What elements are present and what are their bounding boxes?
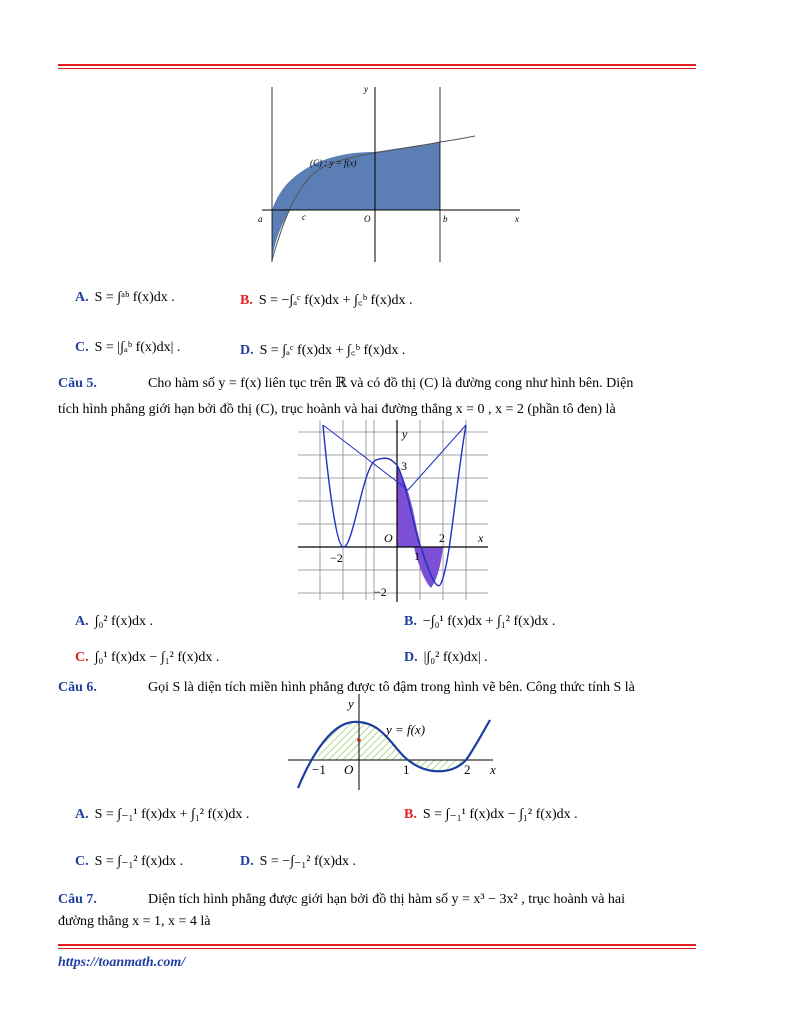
q6-origin-label: O	[344, 762, 354, 777]
header-rule-top	[58, 64, 696, 66]
q5-label: Câu 5.	[58, 376, 97, 391]
q6-x-label: x	[490, 762, 496, 777]
q4-graph	[250, 82, 535, 267]
q5-two-label: 2	[439, 531, 445, 545]
q7-label: Câu 7.	[58, 892, 97, 907]
q5-x-label: x	[478, 531, 484, 545]
q4-x-label: x	[515, 214, 519, 224]
q6-option-d[interactable]: D. S = −∫₋₁² f(x)dx .	[240, 854, 356, 869]
footer-rule-top	[58, 944, 696, 946]
q6-option-b[interactable]: B. S = ∫₋₁¹ f(x)dx − ∫₁² f(x)dx .	[404, 807, 578, 822]
q4-curve-label: (C) : y = f(x)	[310, 158, 357, 168]
q6-option-a[interactable]: A. S = ∫₋₁¹ f(x)dx + ∫₁² f(x)dx .	[75, 807, 250, 822]
q5-y-label: y	[402, 427, 408, 441]
q6-two-label: 2	[464, 762, 471, 777]
q5-option-d[interactable]: D. |∫₀² f(x)dx| .	[404, 650, 488, 665]
q5-negy2-label: −2	[374, 585, 387, 599]
q5-neg2-label: −2	[330, 551, 343, 565]
q5-text-line1: Cho hàm số y = f(x) liên tục trên ℝ và có đồ thị (C) là đường cong như hình bên. Diện	[148, 376, 634, 391]
q6-one-label: 1	[403, 762, 410, 777]
q4-a-label: a	[258, 214, 263, 224]
q5-option-b[interactable]: B. −∫₀¹ f(x)dx + ∫₁² f(x)dx .	[404, 614, 556, 629]
q5-three-label: 3	[401, 459, 407, 473]
q4-c-label: c	[302, 212, 306, 222]
q4-option-d[interactable]: D. S = ∫ₐᶜ f(x)dx + ∫꜀ᵇ f(x)dx .	[240, 343, 406, 358]
q6-y-label: y	[348, 696, 354, 711]
q4-origin-label: O	[364, 214, 371, 224]
q5-one-label: 1	[414, 549, 420, 563]
footer-link[interactable]: https://toanmath.com/	[58, 955, 186, 970]
q6-curve-label: y = f(x)	[386, 722, 426, 737]
q6-option-c[interactable]: C. S = ∫₋₁² f(x)dx .	[75, 854, 184, 869]
q7-text-line1: Diện tích hình phẳng được giới hạn bởi đồ thị hàm số y = x³ − 3x² , trục hoành và hai	[148, 892, 626, 907]
q4-option-a[interactable]: A. S = ∫ᵃᵇ f(x)dx .	[75, 290, 175, 305]
q5-option-a[interactable]: A. ∫₀² f(x)dx .	[75, 614, 154, 629]
q5-text-line2: tích hình phẳng giới hạn bởi đồ thị (C), trục hoành và hai đường thẳng x = 0 , x = 2 (phần tô đen) là	[58, 402, 616, 417]
q5-graph	[298, 420, 493, 605]
q4-option-c[interactable]: C. S = |∫ₐᵇ f(x)dx| .	[75, 340, 181, 355]
q5-option-c[interactable]: C. ∫₀¹ f(x)dx − ∫₁² f(x)dx .	[75, 650, 220, 665]
q7-text-line2: đường thẳng x = 1, x = 4 là	[58, 914, 211, 929]
q6-label: Câu 6.	[58, 680, 97, 695]
q4-b-label: b	[443, 214, 448, 224]
q4-y-label: y	[364, 84, 368, 94]
footer-rule-bottom	[58, 948, 696, 949]
q6-neg1-label: −1	[312, 762, 326, 777]
q6-graph	[288, 694, 503, 790]
q4-option-b[interactable]: B. S = −∫ₐᶜ f(x)dx + ∫꜀ᵇ f(x)dx .	[240, 293, 413, 308]
q6-text-line1: Gọi S là diện tích miền hình phẳng được tô đậm trong hình vẽ bên. Công thức tính S là	[148, 680, 635, 695]
q5-origin-label: O	[384, 531, 393, 545]
header-rule-bottom	[58, 68, 696, 69]
